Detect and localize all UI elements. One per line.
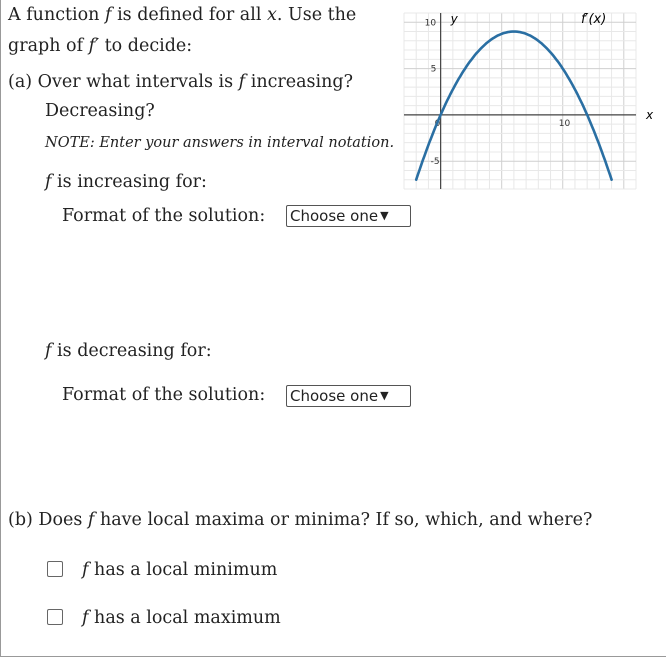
local-minimum-label: f has a local minimum	[82, 560, 278, 580]
y-tick-label: 5	[430, 64, 437, 75]
interval-notation-note: NOTE: Enter your answers in interval notation.	[45, 135, 395, 151]
format-select-increasing[interactable]	[286, 205, 411, 227]
decreasing-label: f is decreasing for:	[45, 341, 212, 361]
x-tick-label: 10	[558, 118, 571, 129]
format-label-increasing: Format of the solution:	[62, 206, 266, 226]
local-maximum-checkbox[interactable]	[47, 609, 63, 625]
dropdown-arrow-icon: ▼	[380, 389, 389, 402]
x-tick-label: 0	[434, 118, 441, 129]
increasing-label: f is increasing for:	[45, 172, 207, 192]
local-minimum-checkbox[interactable]	[47, 561, 63, 577]
format-select-decreasing[interactable]	[286, 385, 411, 407]
dropdown-arrow-icon: ▼	[380, 209, 389, 222]
part-a-question-decreasing: Decreasing?	[45, 101, 155, 121]
y-tick-label: 10	[424, 18, 437, 29]
part-b-question: (b) Does f have local maxima or minima? If so, which, and where?	[8, 510, 593, 530]
x-axis-label: x	[646, 107, 654, 122]
y-tick-label: -5	[430, 157, 440, 168]
format-label-decreasing: Format of the solution:	[62, 385, 266, 405]
fprime-graph	[400, 3, 660, 193]
select-value: Choose one	[290, 207, 379, 225]
curve-label: f′(x)	[580, 12, 607, 27]
select-value: Choose one	[290, 387, 379, 405]
intro-line-2: graph of f′ to decide:	[8, 36, 193, 56]
intro-line-1: A function f is defined for all x. Use the	[8, 5, 357, 25]
part-a-question: (a) Over what intervals is f increasing?	[8, 72, 353, 92]
y-axis-label: y	[450, 12, 458, 26]
local-maximum-label: f has a local maximum	[82, 608, 281, 628]
